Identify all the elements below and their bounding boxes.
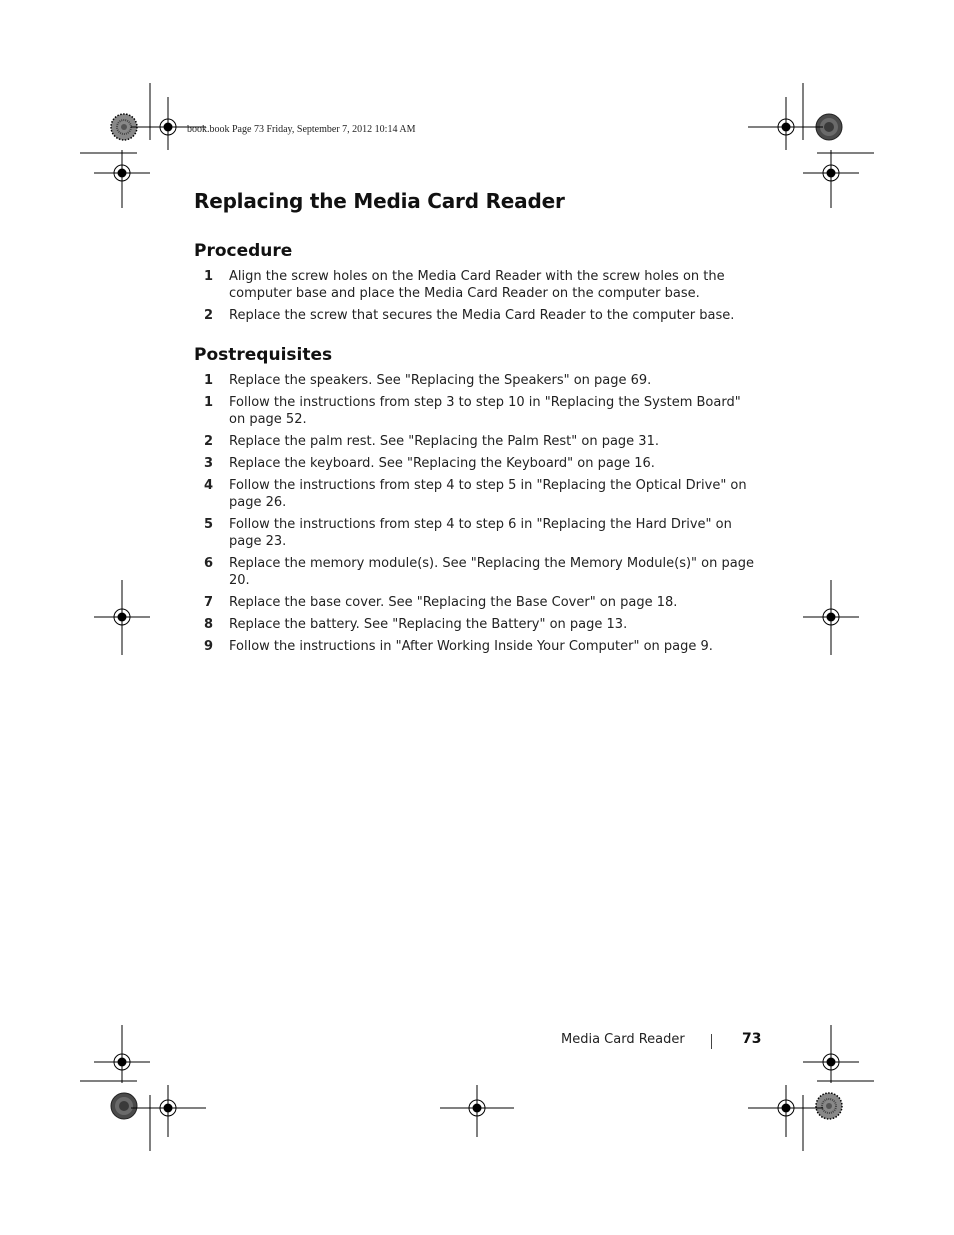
- list-item: [194, 638, 754, 655]
- postrequisites-heading: Postrequisites: [194, 345, 333, 365]
- footer-section-title: Media Card Reader: [561, 1032, 685, 1047]
- step-text: Follow the instructions from step 4 to step 6 in "Replacing the Hard Drive" on page 23.: [229, 517, 732, 549]
- step-text: Follow the instructions from step 4 to step 5 in "Replacing the Optical Drive" on page 26.: [229, 478, 747, 510]
- step-number: 3: [204, 456, 214, 471]
- list-item: [194, 268, 754, 302]
- step-number: 1: [204, 395, 214, 410]
- step-text: Follow the instructions from step 3 to step 10 in "Replacing the System Board" on page 52.: [229, 395, 741, 427]
- step-text: Replace the battery. See "Replacing the Battery" on page 13.: [229, 617, 628, 632]
- list-item: [194, 394, 754, 428]
- step-number: 2: [204, 308, 214, 323]
- list-item: [194, 616, 754, 633]
- list-item: [194, 477, 754, 511]
- step-text: Replace the screw that secures the Media Card Reader to the computer base.: [229, 308, 735, 323]
- step-number: 9: [204, 639, 214, 654]
- step-number: 4: [204, 478, 214, 493]
- list-item: [194, 455, 754, 472]
- step-number: 1: [204, 373, 214, 388]
- step-number: 5: [204, 517, 214, 532]
- step-number: 2: [204, 434, 214, 449]
- list-item: [194, 516, 754, 550]
- slug-line: book.book Page 73 Friday, September 7, 2012 10:14 AM: [187, 124, 416, 135]
- footer-divider: [711, 1034, 712, 1049]
- page-number: 73: [742, 1031, 762, 1047]
- step-number: 6: [204, 556, 214, 571]
- step-text: Align the screw holes on the Media Card Reader with the screw holes on the computer base and place the Media Card Reader on the computer base.: [229, 269, 725, 301]
- list-item: [194, 555, 754, 589]
- procedure-heading: Procedure: [194, 241, 293, 261]
- postrequisites-steps: [194, 372, 754, 660]
- list-item: [194, 307, 754, 324]
- list-item: [194, 594, 754, 611]
- step-number: 1: [204, 269, 214, 284]
- step-text: Follow the instructions in "After Working Inside Your Computer" on page 9.: [229, 639, 713, 654]
- page-title: Replacing the Media Card Reader: [194, 189, 565, 213]
- procedure-steps: [194, 268, 754, 329]
- list-item: [194, 433, 754, 450]
- step-number: 8: [204, 617, 214, 632]
- list-item: [194, 372, 754, 389]
- step-text: Replace the base cover. See "Replacing the Base Cover" on page 18.: [229, 595, 678, 610]
- step-number: 7: [204, 595, 214, 610]
- step-text: Replace the memory module(s). See "Replacing the Memory Module(s)" on page 20.: [229, 556, 754, 588]
- step-text: Replace the keyboard. See "Replacing the Keyboard" on page 16.: [229, 456, 655, 471]
- step-text: Replace the palm rest. See "Replacing the Palm Rest" on page 31.: [229, 434, 659, 449]
- step-text: Replace the speakers. See "Replacing the Speakers" on page 69.: [229, 373, 652, 388]
